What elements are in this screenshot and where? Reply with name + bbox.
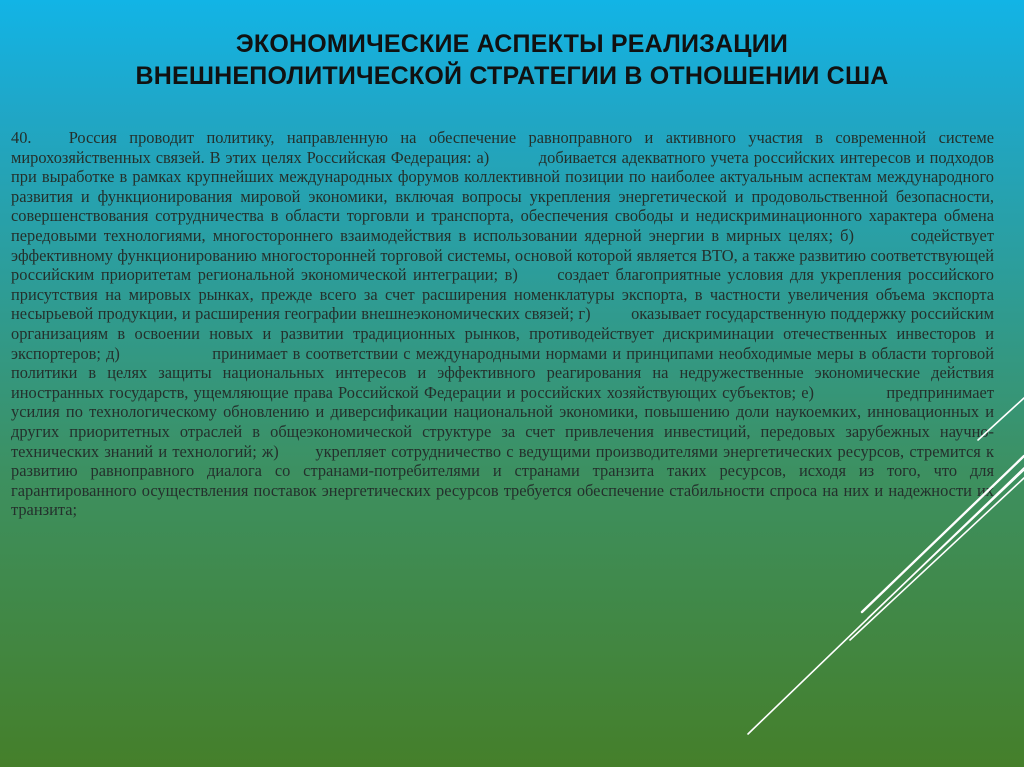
- slide-title-line-1: ЭКОНОМИЧЕСКИЕ АСПЕКТЫ РЕАЛИЗАЦИИ: [235, 30, 789, 58]
- slide-body-text: 40. Россия проводит политику, направленную на обеспечение равноправного и активного участия в современной системе мирохозяйственных связей. В этих целях Российская Федерация: а) добивается адекватного учета российских интересов и подходов при выработке в рамках крупнейших международных форумов коллективной позиции по наиболее актуальным аспектам международного развития и функционирования мировой экономики, включая вопросы укрепления энергетической и продовольственной безопасности, совершенствования сотрудничества в области торговли и транспорта, обеспечения свободы и недискриминационного характера обмена передовыми технологиями, многостороннего взаимодействия в использовании ядерной энергии в мирных целях; б) содействует эффективному функционированию многосторонней торговой системы, основой которой является ВТО, а также развитию соответствующей российским приоритетам региональной экономической интеграции; в) создает благоприятные условия для укрепления российского присутствия на мировых рынках, прежде всего за счет расширения номенклатуры экспорта, в частности увеличения объема экспорта несырьевой продукции, и расширения географии внешнеэкономических связей; г) оказывает государственную поддержку российским организациям в освоении новых и развитии традиционных рынков, противодействует дискриминации отечественных инвесторов и экспортеров; д) принимает в соответствии с международными нормами и принципами необходимые меры в области торговой политики в целях защиты национальных интересов и эффективного реагирования на недружественные экономические действия иностранных государств, ущемляющие права Российской Федерации и российских хозяйствующих субъектов; е) предпринимает усилия по технологическому обновлению и диверсификации национальной экономики, повышению доли наукоемких, инновационных и других приоритетных отраслей в общеэкономической структуре за счет привлечения инвестиций, передовых зарубежных научно-технических знаний и технологий; ж) укрепляет сотрудничество с ведущими производителями энергетических ресурсов, стремится к развитию равноправного диалога со странами-потребителями и странами транзита таких ресурсов, исходя из того, что для гарантированного осуществления поставок энергетических ресурсов требуется обеспечение стабильности спроса на них и надежности их транзита;: [11, 128, 994, 520]
- slide-title: [40, 28, 984, 92]
- slide-title-line-2: ВНЕШНЕПОЛИТИЧЕСКОЙ СТРАТЕГИИ В ОТНОШЕНИИ США: [135, 62, 889, 90]
